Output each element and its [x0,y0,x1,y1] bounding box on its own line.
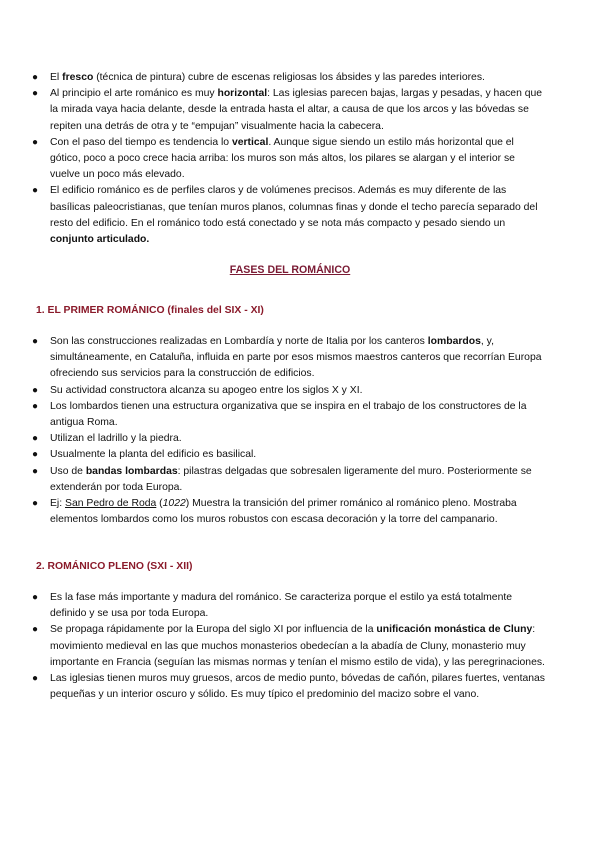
text-run: Con el paso del tiempo es tendencia lo [50,136,232,148]
bullet-dot-icon: ● [32,336,39,347]
bullet-dot-icon: ● [32,624,39,636]
list-item [32,183,547,248]
text-run: : Las iglesias parecen bajas, largas y pesadas, y hacen que la mirada vaya hacia delante, desde la entrada hasta el altar, a causa de que los arcos y las bóvedas se repiten una detrás de otra y te “empujan” visualmente hacia la cabecera. [50,88,543,132]
bullet-dot-icon: ● [32,673,39,685]
bullet-dot-icon: ● [32,185,39,197]
text-run: Usualmente la planta del edificio es basilical. [50,449,257,461]
list-item [32,464,547,496]
bullet-dot-icon: ● [32,498,39,510]
list-item [32,86,547,135]
text-run: Al principio el arte románico es muy [50,88,218,100]
bullet-dot-icon: ● [32,449,39,461]
list-item [32,334,547,383]
text-run: Es la fase más importante y madura del románico. Se caracteriza porque el estilo ya está totalmente definido y se usa por toda Europa. [50,592,513,620]
text-run: El edificio románico es de perfiles claros y de volúmenes precisos. Además es muy diferente de las basílicas paleocristianas, que tenían muros planos, columnas finas y donde el techo parecía separado del resto del edificio. En el románico todo está conectado y se nota más compacto y pesado siendo un [50,185,538,229]
bold-term: bandas lombardas [85,465,178,477]
text-run: , y, simultáneamente, en Cataluña, influida en parte por esos mismos maestros canteros que recorrían Europa ofreciendo sus servicios para la construcción de edificios. [50,336,542,380]
bold-term: vertical [231,136,269,148]
text-run: Son las construcciones realizadas en Lombardía y norte de Italia por los canteros [50,336,428,347]
bullet-dot-icon: ● [32,384,39,396]
text-run: Se propaga rápidamente por la Europa del siglo XI por influencia de la [50,624,377,636]
bullet-dot-icon: ● [32,400,39,412]
list-item [32,399,547,431]
bold-term: conjunto articulado. [50,234,150,246]
text-run: (técnica de pintura) cubre de escenas religiosas los ábsides y las paredes interiores. [93,72,485,83]
text-run: Uso de [50,465,86,477]
phase2-bullet-list [32,590,547,703]
phase1-heading: 1. EL PRIMER ROMÁNICO (finales del SIX - XI) [36,305,264,316]
list-item [32,383,547,399]
bullet-dot-icon: ● [32,592,39,603]
list-item [32,622,547,671]
intro-bullet-list [32,70,547,248]
bullet-dot-icon: ● [32,465,39,477]
section-title: FASES DEL ROMÁNICO [229,264,351,276]
list-item [32,135,547,184]
bullet-dot-icon: ● [32,136,39,148]
text-run: Utilizan el ladrillo y la piedra. [50,433,182,445]
text-run: Su actividad constructora alcanza su apogeo entre los siglos X y XI. [50,384,363,396]
text-run: El [50,72,63,83]
bullet-dot-icon: ● [32,72,39,83]
text-run: : movimiento medieval en las que muchos monasterios obedecían a la abadía de Cluny, monasterio muy importante en Francia (seguían las mismas normas y tenían el mismo estilo de vida), y las peregrinaciones. [50,624,545,668]
year-italic: 1022 [162,498,186,510]
list-item [32,70,547,86]
list-item [32,671,547,703]
list-item [32,496,547,528]
text-run: ( [156,498,163,510]
bold-term: fresco [62,72,94,83]
bold-term: unificación monástica de Cluny [376,624,533,636]
bold-term: horizontal [217,88,268,100]
phase2-heading: 2. ROMÁNICO PLENO (SXI - XII) [36,561,193,572]
text-run: Ej: [50,498,66,510]
list-item [32,590,547,622]
phase1-bullet-list [32,334,547,528]
san-pedro-de-roda-link[interactable]: San Pedro de Roda [65,498,157,510]
bullet-dot-icon: ● [32,433,39,445]
bullet-dot-icon: ● [32,88,39,100]
text-run: . Aunque sigue siendo un estilo más horizontal que el gótico, poco a poco crece hacia arriba: los muros son más altos, los pilares se alargan y el interior se vuelve un poco más elevado. [50,136,515,181]
text-run: : pilastras delgadas que sobresalen ligeramente del muro. Posteriormente se extenderán por toda Europa. [50,465,532,493]
text-run: ) Muestra la transición del primer románico al románico pleno. Mostraba elementos lombardos como los muros robustos con escasa decoración y la torre del campanario. [50,498,517,526]
text-run: Los lombardos tienen una estructura organizativa que se inspira en el trabajo de los constructores de la antigua Roma. [50,400,527,429]
list-item [32,447,547,463]
list-item [32,431,547,447]
text-run: Las iglesias tienen muros muy gruesos, arcos de medio punto, bóvedas de cañón, pilares fuertes, ventanas pequeñas y un interior oscuro y sólido. Es muy típico el predominio del macizo sobre el vano. [50,673,545,701]
bold-term: lombardos [427,336,481,347]
